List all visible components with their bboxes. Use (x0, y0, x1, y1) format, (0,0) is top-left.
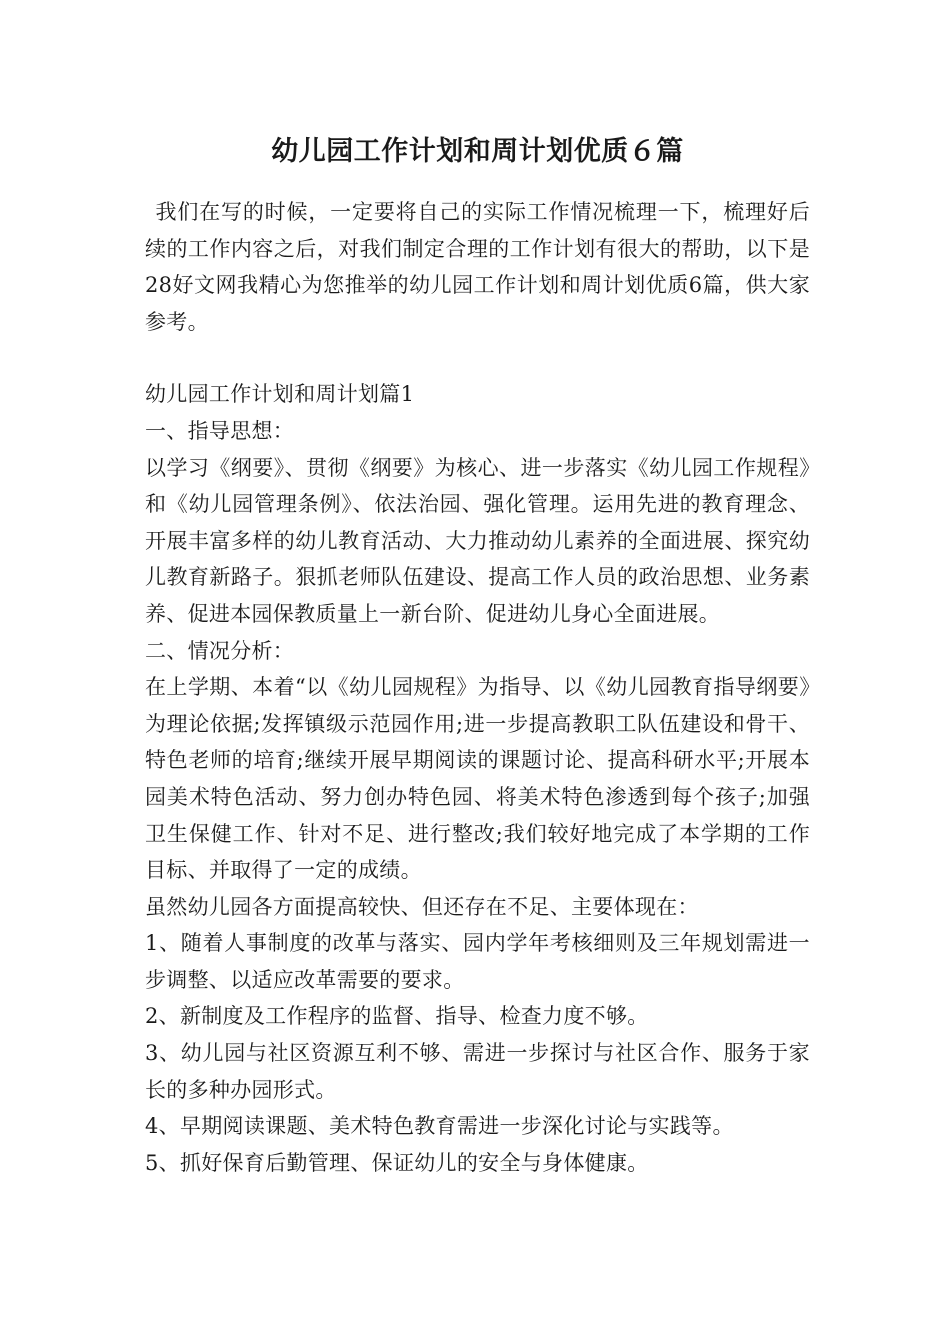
paragraph-guiding-thought: 以学习《纲要》、贯彻《纲要》为核心、进一步落实《幼儿园工作规程》和《幼儿园管理条例》、依法治园、强化管理。运用先进的教育理念、开展丰富多样的幼儿教育活动、大力推动幼儿素养的全面进展、探究幼儿教育新路子。狠抓老师队伍建设、提高工作人员的政治思想、业务素养、促进本园保教质量上一新台阶、促进幼儿身心全面进展。 (145, 455, 810, 626)
list-item: 2、新制度及工作程序的监督、指导、检查力度不够。 (145, 1004, 649, 1029)
paragraph-shortcomings: 虽然幼儿园各方面提高较快、但还存在不足、主要体现在： (145, 894, 699, 919)
list-item: 1、随着人事制度的改革与落实、园内学年考核细则及三年规划需进一步调整、以适应改革需要的要求。 (145, 931, 810, 992)
intro-paragraph: 我们在写的时候，一定要将自己的实际工作情况梳理一下，梳理好后续的工作内容之后，对我们制定合理的工作计划有很大的帮助，以下是28好文网我精心为您推举的幼儿园工作计划和周计划优质6篇，供大家参考。 (145, 200, 810, 334)
heading-situation-analysis: 二、情况分析： (145, 638, 295, 663)
heading-guiding-thought: 一、指导思想： (145, 418, 295, 443)
section-title: 幼儿园工作计划和周计划篇1 (145, 382, 415, 407)
document-title: 幼儿园工作计划和周计划优质６篇 (271, 136, 684, 167)
list-item: 4、早期阅读课题、美术特色教育需进一步深化讨论与实践等。 (145, 1114, 734, 1139)
list-item: 5、抓好保育后勤管理、保证幼儿的安全与身体健康。 (145, 1150, 649, 1175)
list-item: 3、幼儿园与社区资源互利不够、需进一步探讨与社区合作、服务于家长的多种办园形式。 (145, 1041, 810, 1102)
paragraph-spacer (145, 340, 810, 376)
paragraph-situation-analysis: 在上学期、本着“以《幼儿园规程》为指导、以《幼儿园教育指导纲要》为理论依据;发挥镇级示范园作用;进一步提高教职工队伍建设和骨干、特色老师的培育;继续开展早期阅读的课题讨论、提高科研水平;开展本园美术特色活动、努力创办特色园、将美术特色渗透到每个孩子;加强卫生保健工作、针对不足、进行整改;我们较好地完成了本学期的工作目标、并取得了一定的成绩。 (145, 675, 810, 883)
document-page (145, 128, 810, 1181)
